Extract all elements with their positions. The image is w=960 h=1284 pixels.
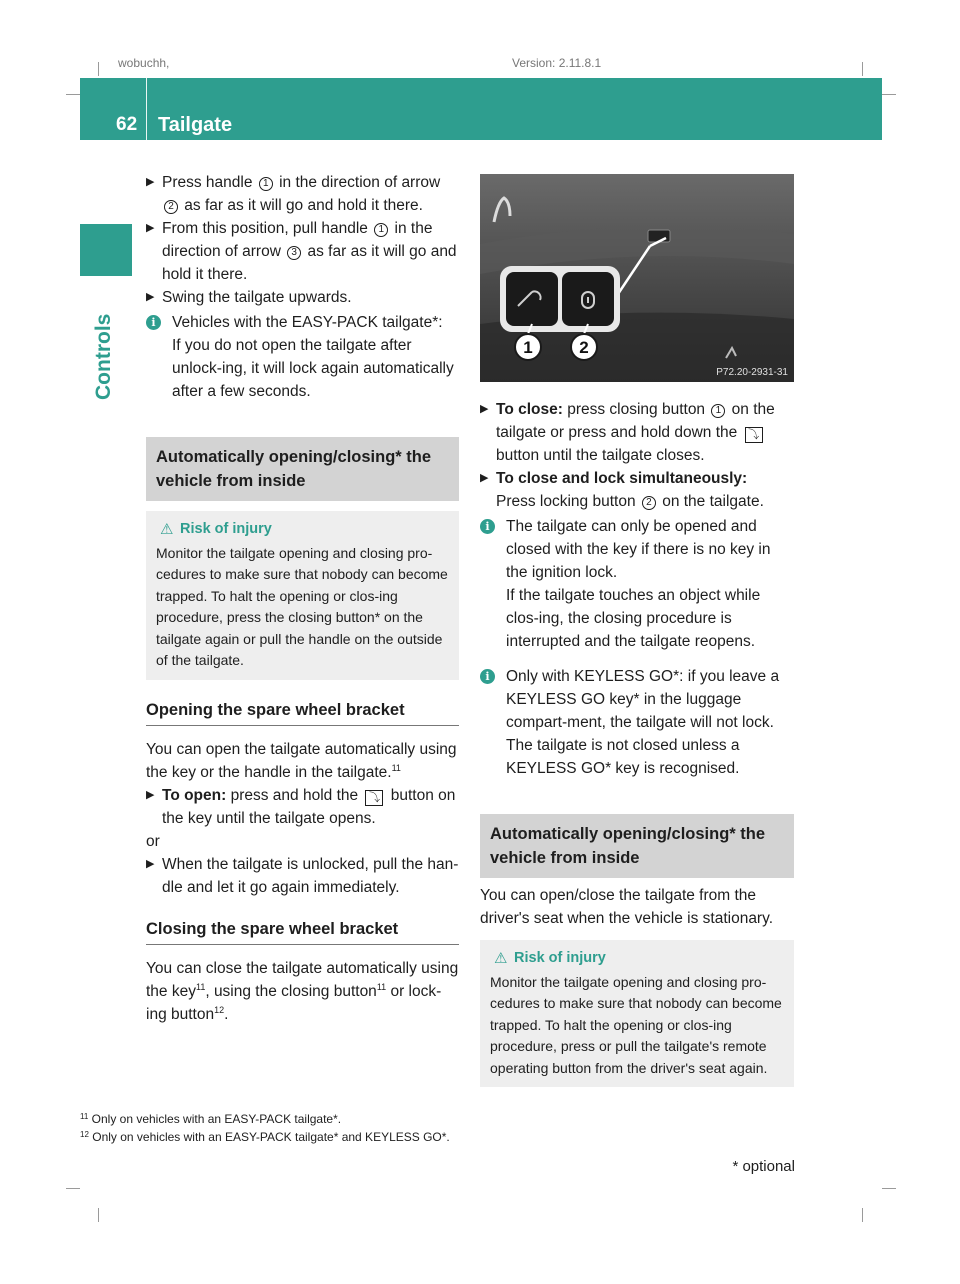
info-body: If you do not open the tailgate after unlock-ing, it will lock again automatically after a few seconds. [172, 337, 454, 400]
step-text: button until the tailgate closes. [496, 447, 705, 464]
step-text: in the direction of arrow [274, 174, 441, 191]
warning-box [480, 940, 794, 1087]
side-tab-label: Controls [92, 313, 115, 400]
paragraph-text: You can close the tailgate automatically using the key [146, 959, 459, 1000]
bullet-arrow-icon: ▶ [480, 472, 489, 484]
info-body: The tailgate is not closed unless a KEYLESS GO* key is recognised. [506, 737, 740, 777]
bullet-arrow-icon: ▶ [146, 222, 155, 234]
step-text: press closing button [562, 401, 710, 418]
info-icon: i [480, 519, 495, 534]
info-icon: i [480, 669, 495, 684]
step-text: When the tailgate is unlocked, pull the han-dle and let it go again immediately. [162, 855, 459, 896]
info-body: Only with KEYLESS GO*: if you leave a KEYLESS GO key* in the luggage compart-ment, the tailgate will not lock. [506, 668, 780, 731]
step-text: on the tailgate or press and hold down the [496, 401, 775, 441]
paragraph-text: . [224, 1005, 229, 1023]
tailgate-key-icon: ⤵ [365, 790, 383, 806]
bullet-arrow-icon: ▶ [146, 857, 155, 870]
step-item [146, 853, 459, 899]
footnote-number: 11 [80, 1112, 89, 1121]
callout-number: 1 [711, 404, 725, 418]
paragraph-text: or lock-ing button [146, 982, 442, 1023]
subsection-heading: Closing the spare wheel bracket [146, 917, 459, 945]
crop-mark [66, 94, 80, 95]
callout-number: 2 [642, 496, 656, 510]
warning-title-row [490, 948, 784, 970]
step-label: To open: [162, 786, 227, 804]
step-text: Press locking button [496, 493, 640, 510]
step-text: Press handle [162, 174, 257, 191]
info-note [146, 311, 459, 403]
bullet-arrow-icon: ▶ [146, 176, 155, 188]
print-meta-left: wobuchh, [118, 56, 170, 70]
paragraph-text: , using the closing button [205, 982, 377, 1000]
crop-mark [98, 1208, 99, 1222]
crop-mark [66, 1188, 80, 1189]
print-meta-right: Version: 2.11.8.1 [512, 56, 602, 70]
step-item [146, 286, 459, 309]
step-text: Swing the tailgate upwards. [162, 289, 352, 306]
step-text: on the tailgate. [657, 493, 764, 510]
footnote-ref: 11 [195, 981, 206, 992]
footnote-text: Only on vehicles with an EASY-PACK tailgate*. [88, 1112, 342, 1126]
step-item [146, 217, 459, 286]
info-note [480, 515, 794, 653]
callout-number: 2 [164, 200, 178, 214]
warning-body: Monitor the tailgate opening and closing pro-cedures to make sure that nobody can become trapped. To halt the opening or clos-ing procedure, press the closing button* on the tailgate again or pull the handle on the outside of the tailgate. [156, 544, 448, 668]
right-column [480, 398, 794, 1087]
step-item [480, 398, 794, 467]
footnotes [80, 1110, 450, 1146]
step-label: To close and lock simultaneously: [496, 470, 748, 487]
step-text: press and hold the [226, 786, 363, 804]
info-body: The tailgate can only be opened and closed with the key if there is no key in the ignition lock. [506, 518, 771, 581]
crop-mark [98, 62, 99, 76]
footnote-ref: 11 [391, 762, 401, 773]
warning-title-row [156, 519, 449, 541]
section-heading: Automatically opening/closing* the vehicle from inside [480, 814, 794, 878]
paragraph [146, 738, 459, 784]
info-title: Vehicles with the EASY-PACK tailgate*: [172, 314, 443, 331]
or-text: or [146, 832, 160, 850]
header-divider [146, 78, 147, 140]
footnote-text: Only on vehicles with an EASY-PACK tailgate* and KEYLESS GO*. [88, 1130, 450, 1144]
left-column [146, 171, 459, 1026]
step-text: in the direction of arrow [162, 220, 433, 260]
step-item [146, 784, 459, 830]
paragraph [146, 957, 459, 1026]
warning-box [146, 511, 459, 680]
subsection-heading: Opening the spare wheel bracket [146, 698, 459, 726]
photo-illustration [480, 174, 794, 382]
tailgate-buttons-photo [480, 174, 794, 382]
paragraph: You can open/close the tailgate from the driver's seat when the vehicle is stationary. [480, 887, 774, 927]
crop-mark [862, 1208, 863, 1222]
warning-body: Monitor the tailgate opening and closing pro-cedures to make sure that nobody can become trapped. To halt the opening or clos-ing procedure, press or pull the tailgate's remote operating button from the driver's seat again. [490, 973, 782, 1076]
callout-1: 1 [523, 338, 533, 357]
page-number: 62 [116, 114, 138, 135]
crop-mark [882, 1188, 896, 1189]
footnote-ref: 12 [214, 1004, 225, 1015]
tailgate-key-icon: ⤵ [745, 427, 763, 443]
step-item [146, 171, 459, 217]
crop-mark [882, 94, 896, 95]
bullet-arrow-icon: ▶ [146, 788, 155, 801]
optional-note: * optional [732, 1158, 795, 1175]
callout-number: 3 [287, 246, 301, 260]
step-text: as far as it will go and hold it there. [162, 243, 457, 283]
page-title: Tailgate [158, 114, 233, 136]
warning-triangle-icon: ⚠ [494, 950, 508, 967]
callout-number: 1 [374, 223, 388, 237]
info-body: If the tailgate touches an object while clos-ing, the closing procedure is interrupted and the tailgate reopens. [506, 587, 761, 650]
footnote-number: 12 [80, 1130, 89, 1139]
crop-mark [862, 62, 863, 76]
bullet-arrow-icon: ▶ [480, 403, 489, 415]
info-note [480, 665, 794, 780]
paragraph-text: You can open the tailgate automatically using the key or the handle in the tailgate. [146, 740, 457, 781]
footnote-ref: 11 [376, 981, 387, 992]
step-text: button on the key until the tailgate opens. [162, 786, 456, 827]
step-text: From this position, pull handle [162, 220, 373, 237]
step-label: To close: [496, 401, 563, 418]
footnote [80, 1128, 450, 1146]
bullet-arrow-icon: ▶ [146, 291, 155, 303]
warning-triangle-icon: ⚠ [160, 521, 174, 538]
warning-title: Risk of injury [180, 521, 272, 537]
warning-title: Risk of injury [514, 950, 606, 966]
footnote [80, 1110, 450, 1128]
section-heading: Automatically opening/closing* the vehicle from inside [146, 437, 459, 501]
page-header [80, 78, 882, 140]
callout-number: 1 [259, 177, 273, 191]
callout-2: 2 [579, 338, 589, 357]
step-text: as far as it will go and hold it there. [180, 197, 423, 214]
step-item [480, 467, 794, 513]
info-icon: i [146, 315, 161, 330]
figure-code: P72.20-2931-31 [716, 367, 788, 378]
